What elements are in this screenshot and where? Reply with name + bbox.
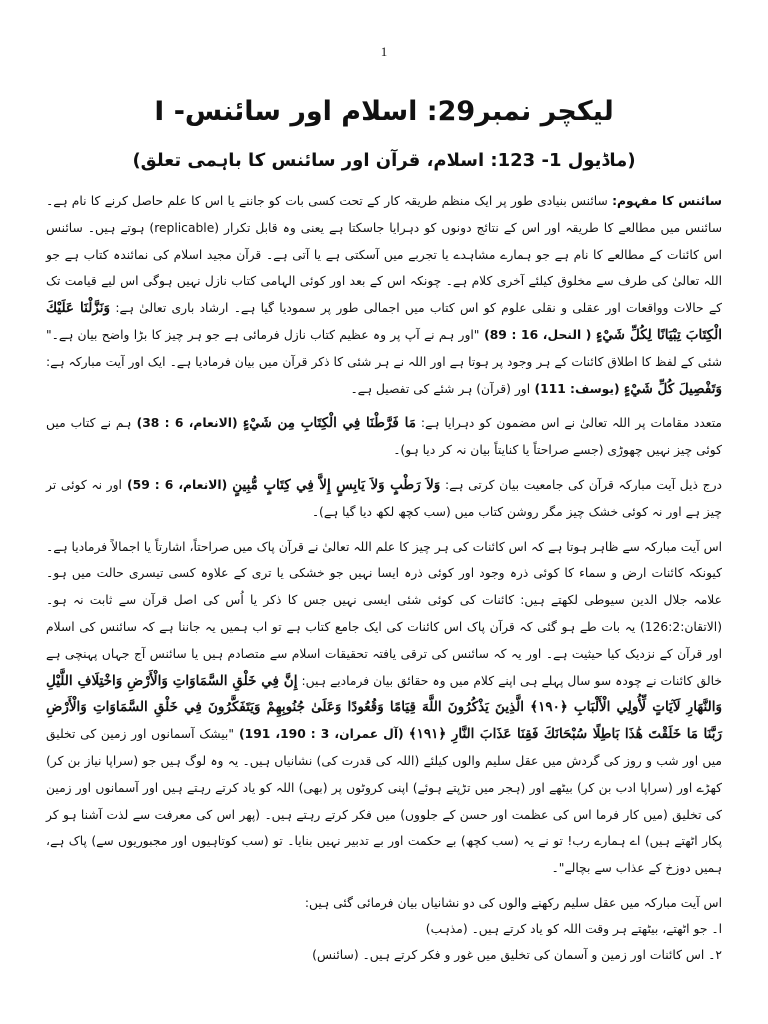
signs-intro: اس آیت مبارکہ میں عقل سلیم رکھنے والوں کی دو نشانیاں بیان فرمائی گئی ہیں: bbox=[304, 895, 722, 910]
verse-reference: ( النحل، 16 : 89) bbox=[479, 327, 597, 342]
list-item: ا۔ جو اٹھتے، بیٹھتے ہر وقت اللہ کو یاد کرتے ہیں۔ (مذہب) bbox=[425, 921, 722, 936]
quran-verse: وَتَفْصِيلَ كُلِّ شَيْءٍ bbox=[623, 380, 722, 397]
section-heading: سائنس کا مفہوم: bbox=[612, 194, 723, 208]
lecture-title: لیکچر نمبر29: اسلام اور سائنس- I bbox=[154, 96, 614, 127]
quran-verse: إِنَّ فِي خَلْقِ السَّمَاوَاتِ وَالْأَرْضِ وَاخْتِلَافِ اللَّيْلِ وَالنَّهَارِ لَآيَاتٍ لِّأُولِي الْأَلْبَابِ ﴿١٩٠﴾ الَّذِينَ يَذْكُرُونَ اللَّهَ قِيَامًا وَقُعُودًا وَعَلَىٰ جُنُوبِهِمْ وَيَتَفَكَّرُونَ فِي خَلْقِ السَّمَاوَاتِ وَالْأَرْضِ رَبَّنَا مَا خَلَقْتَ هَٰذَا بَاطِلًا سُبْحَانَكَ فَقِنَا عَذَابَ النَّارِ ﴿١٩١﴾ bbox=[46, 672, 722, 743]
paragraph-universe-knowledge bbox=[46, 534, 722, 882]
paragraph-text: "اور ہم نے آپ پر وہ عظیم کتاب نازل فرمائی ہے جو ہر چیز کا بڑا واضح بیان ہے۔" شئی کے لفظ کا اطلاق کائنات کے ہر وجود پر ہوتا ہے اور اللہ نے ہر شئی کا ذکر قرآن میں بیان فرمادیا ہے۔ ایک اور آیت مبارکہ ہے: bbox=[46, 327, 722, 369]
verse-reference: (آل عمران، 3 : 190، 191) bbox=[233, 727, 409, 742]
page-number: 1 bbox=[380, 44, 388, 59]
module-subtitle: (ماڈیول 1- 123: اسلام، قرآن اور سائنس کا باہمی تعلق) bbox=[132, 150, 636, 171]
verse-reference: (یوسف: 111) bbox=[530, 381, 624, 396]
quran-verse: وَنَزَّلْنَا عَلَيْكَ الْكِتَابَ تِبْيَانًا لِكُلِّ شَيْءٍ bbox=[46, 300, 723, 343]
paragraph-text: اور (قرآن) ہر شئے کی تفصیل ہے۔ bbox=[350, 381, 531, 396]
quran-verse: وَلاَ رَطْبٍ وَلاَ يَابِسٍ إِلاَّ فِي كِتَابٍ مُّبِينٍ bbox=[232, 476, 441, 493]
verse-reference: (الانعام، 6 : 59) bbox=[121, 477, 233, 492]
paragraph-text: متعدد مقامات پر اللہ تعالیٰ نے اس مضمون کو دہرایا ہے: bbox=[415, 416, 722, 431]
verse-reference: (الانعام، 6 : 38) bbox=[131, 416, 243, 431]
paragraph-text: ہم نے کتاب میں کوئی چیز نہیں چھوڑی (جسے صراحتاً یا کنایتاً بیان نہ کر دیا ہو)۔ bbox=[46, 416, 722, 458]
paragraph-text: اور نہ کوئی تر چیز ہے اور نہ کوئی خشک چیز مگر روشن کتاب میں (سب کچھ لکھ دیا گیا ہے)۔ bbox=[46, 477, 722, 519]
paragraph-comprehensiveness bbox=[46, 472, 722, 526]
paragraph-text: "بیشک آسمانوں اور زمین کی تخلیق میں اور شب و روز کی گردش میں عقل سلیم والوں کیلئے (اللہ کی قدرت کی) نشانیاں ہیں۔ یہ وہ لوگ ہیں جو (سراپا نیاز بن کر) کھڑے اور (سراپا ادب بن کر) بیٹھے اور (ہجر میں تڑپتے ہوئے) اپنی کروٹوں پر (بھی) اللہ کو یاد کرتے رہتے ہیں اور آسمانوں اور زمین کی تخلیق (میں کار فرما اس کی عظمت اور حسن کے جلووں) میں فکر کرتے رہتے ہیں۔ (پھر اس کی معرفت سے لذت آشنا ہو کر پکار اٹھتے ہیں) اے ہمارے رب! تو نے یہ (سب کچھ) بے حکمت اور بے تدبیر نہیں بنایا۔ تو (سب کوتاہیوں اور مجبوریوں سے) پاک ہے، ہمیں دوزخ کے عذاب سے بچالے"۔ bbox=[46, 727, 722, 876]
list-item: ۲۔ اس کائنات اور زمین و آسمان کی تخلیق میں غور و فکر کرتے ہیں۔ (سائنس) bbox=[312, 947, 722, 962]
paragraph-text: اس آیت مبارکہ سے ظاہر ہوتا ہے کہ اس کائنات کی ہر چیز کا علم اللہ تعالیٰ نے قرآن پاک میں صراحتاً، اشارتاً یا اجمالاً فرمادیا ہے۔ کیونکہ کائنات ارض و سماء کا کوئی ذرہ وجود اور کوئی ذرہ ایسا نہیں جو خشکی یا تری کے علاوہ کسی تیسری حالت میں ہو۔ علامہ جلال الدین سیوطی لکھتے ہیں: کائنات کی کوئی شئی ایسی نہیں جس کا ذکر یا اُس کی اصل قرآن سے ثابت نہ ہو۔ (الاتقان:126:2) یہ بات طے ہو گئی کہ قرآن پاک اس کائنات کی ایک جامع کتاب ہے تو اب ہمیں یہ جاننا ہے کہ سائنس کی اسلام اور قرآن کے نزدیک کیا حیثیت ہے۔ اور یہ کہ سائنس کی ترقی یافتہ تحقیقات اسلام سے متصادم ہیں یا سائنس آج جہاں پہنچی ہے خالق کائنات نے چودہ سو سال پہلے ہی اپنے کلام میں وہ حقائق بیان فرمادیے ہیں: bbox=[46, 539, 722, 688]
quran-verse: مَا فَرَّطْنَا فِي الْكِتَابِ مِن شَيْءٍ bbox=[242, 415, 416, 432]
paragraph-repeated-theme bbox=[46, 410, 722, 464]
paragraph-text: سائنس بنیادی طور پر ایک منظم طریقہ کار کے تحت کسی بات کو جاننے یا اس کا علم حاصل کرنے کا نام ہے۔ سائنس میں مطالعے کا طریقہ اور اس کے نتائج دونوں کو دہرایا جاسکتا ہے یعنی وہ قابل تکرار (replicable) ہوتے ہیں۔ سائنس اس کائنات کے مطالعے کا نام ہے جو ہمارے مشاہدے یا تجربے میں آسکتی ہے یا آتی ہے۔ قرآن مجید اسلام کی نمائندہ کتاب ہے جو اللہ تعالیٰ کی طرف سے مخلوق کیلئے آخری کلام ہے۔ چونکہ اس کے بعد اور کوئی الہامی کتاب نازل نہیں ہوگی اس لیے قیامت تک کے حالات وواقعات اور عقلی و نقلی علوم کو اس کتاب میں اجمالی طور پر سمودیا گیا ہے۔ ارشاد باری تعالیٰ ہے: bbox=[46, 194, 722, 316]
paragraph-science-meaning bbox=[46, 188, 722, 402]
paragraph-text: درج ذیل آیت مبارکہ قرآن کی جامعیت بیان کرتی ہے: bbox=[440, 477, 723, 492]
document-body bbox=[46, 188, 722, 968]
